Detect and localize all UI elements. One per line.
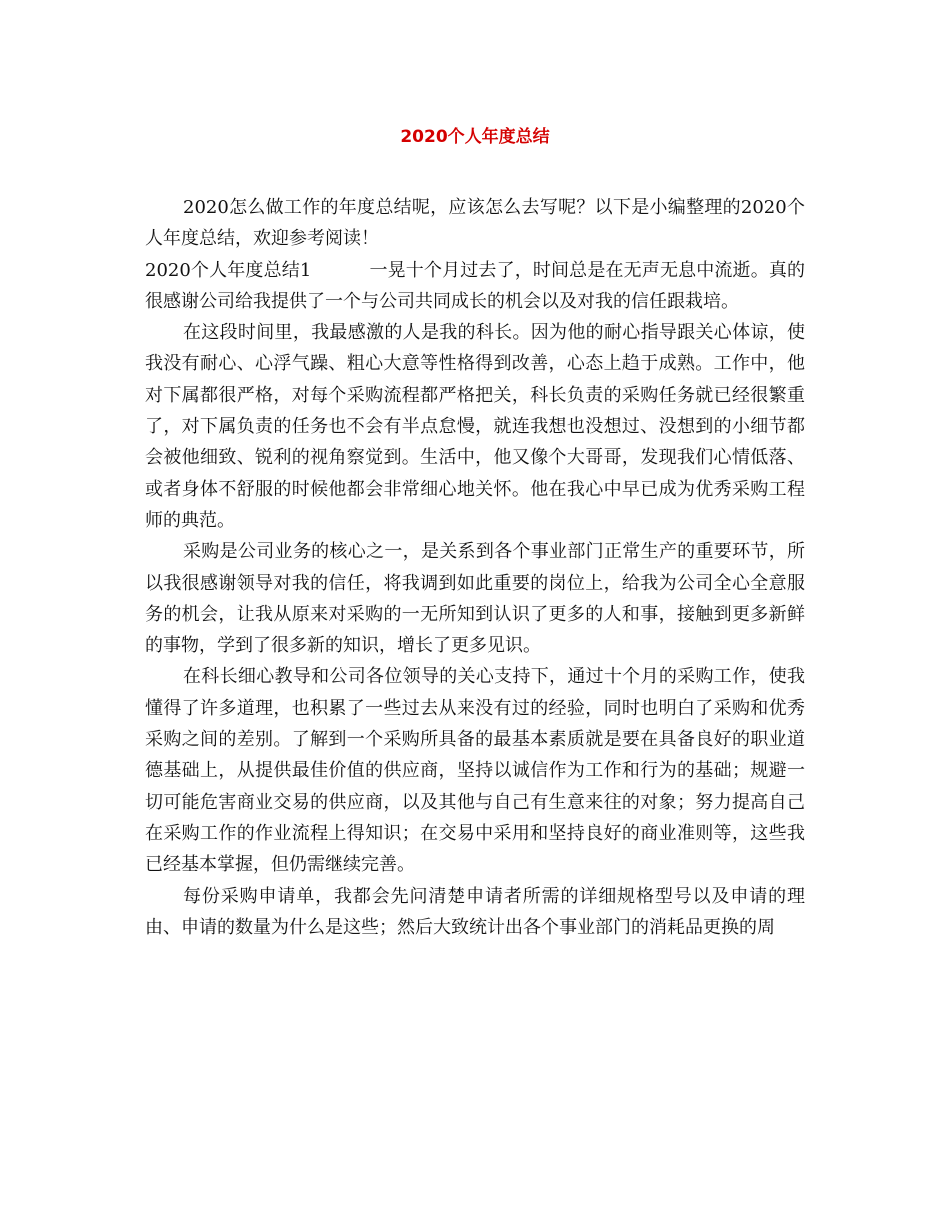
document-title: 2020个人年度总结 <box>400 127 550 147</box>
section-1-paragraph <box>145 255 805 318</box>
body-paragraph: 在这段时间里，我最感激的人是我的科长。因为他的耐心指导跟关心体谅，使我没有耐心、心浮气躁、粗心大意等性格得到改善，心态上趋于成熟。工作中，他对下属都很严格，对每个采购流程都严格把关，科长负责的采购任务就已经很繁重了，对下属负责的任务也不会有半点怠慢，就连我想也没想过、没想到的小细节都会被他细致、锐利的视角察觉到。生活中，他又像个大哥哥，发现我们心情低落、或者身体不舒服的时候他都会非常细心地关怀。他在我心中早已成为优秀采购工程师的典范。 <box>145 322 805 531</box>
section-heading: 2020个人年度总结1 <box>145 259 312 281</box>
body-paragraph: 在科长细心教导和公司各位领导的关心支持下，通过十个月的采购工作，使我懂得了许多道理，也积累了一些过去从来没有过的经验，同时也明白了采购和优秀采购之间的差别。了解到一个采购所具备的最基本素质就是要在具备良好的职业道德基础上，从提供最佳价值的供应商，坚持以诚信作为工作和行为的基础；规避一切可能危害商业交易的供应商，以及其他与自己有生意来往的对象；努力提高自己在采购工作的作业流程上得知识；在交易中采用和坚持良好的商业准则等，这些我已经基本掌握，但仍需继续完善。 <box>145 666 805 876</box>
document-body <box>145 192 805 943</box>
body-paragraph: 采购是公司业务的核心之一，是关系到各个事业部门正常生产的重要环节，所以我很感谢领导对我的信任，将我调到如此重要的岗位上，给我为公司全心全意服务的机会，让我从原来对采购的一无所知到认识了更多的人和事，接触到更多新鲜的事物，学到了很多新的知识，增长了更多见识。 <box>145 541 805 657</box>
body-paragraph: 每份采购申请单，我都会先问清楚申请者所需的详细规格型号以及申请的理由、申请的数量为什么是这些；然后大致统计出各个事业部门的消耗品更换的周 <box>145 885 805 938</box>
section-first-text: 一晃十个月过去了，时间总是在无声无息中流逝。真的很感谢公司给我提供了一个与公司共同成长的机会以及对我的信任跟栽培。 <box>145 259 806 312</box>
intro-paragraph: 2020怎么做工作的年度总结呢，应该怎么去写呢？以下是小编整理的2020个人年度总结，欢迎参考阅读！ <box>145 197 805 250</box>
